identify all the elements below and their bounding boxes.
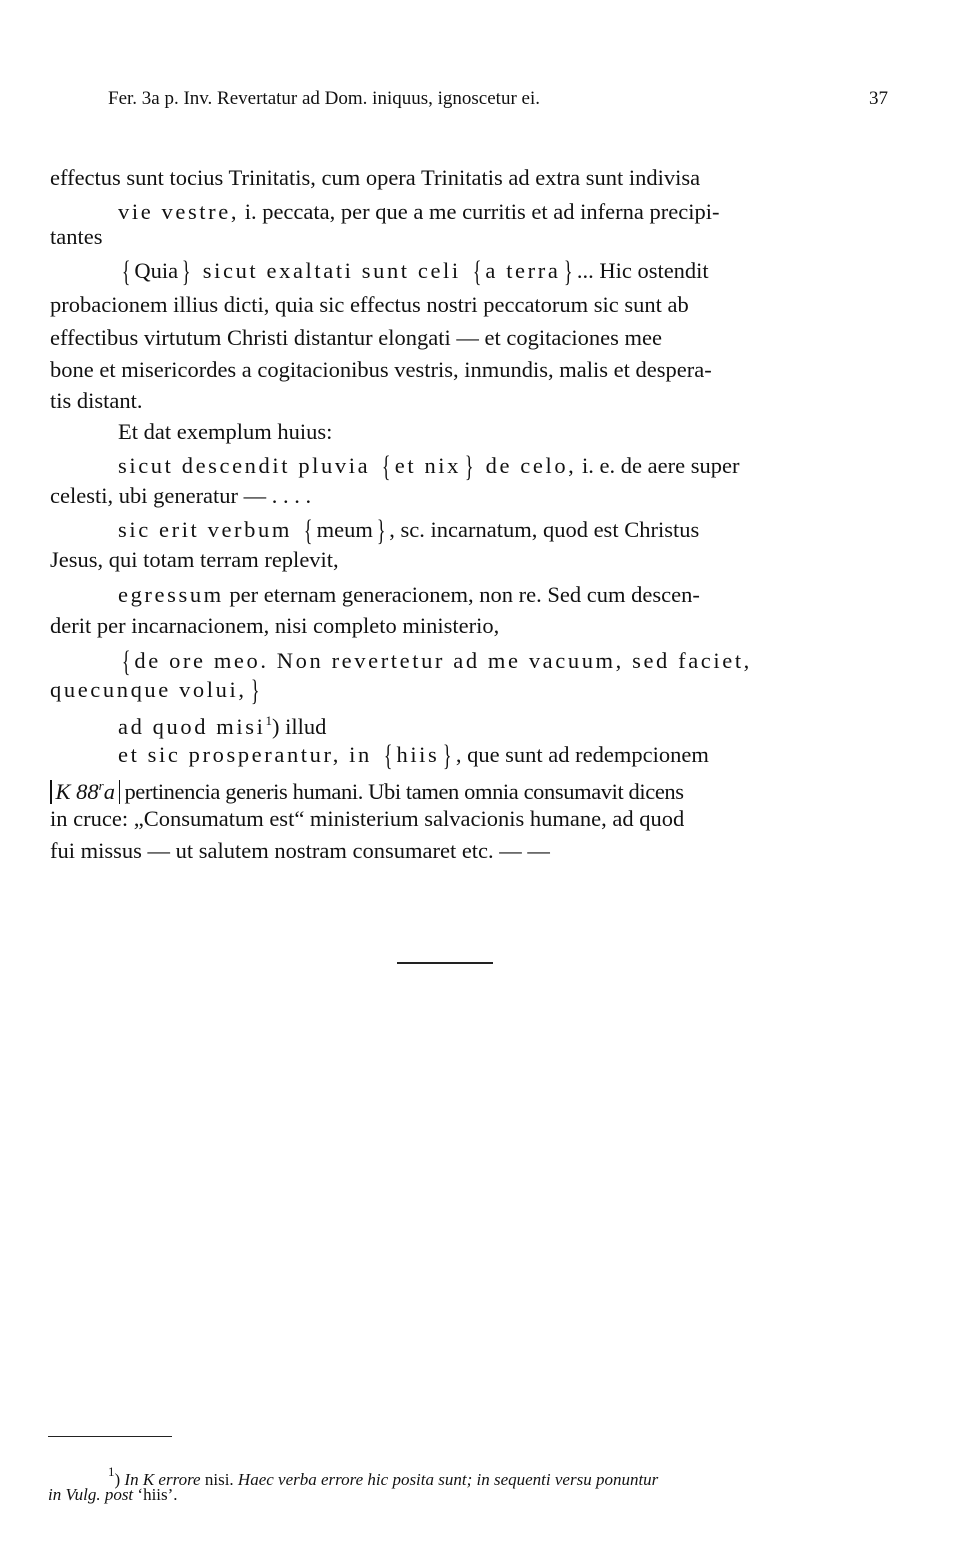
text-run: i. peccata, per que a me curritis et ad inferna precipi- (239, 199, 720, 224)
text-line (50, 325, 662, 351)
text-run: fui missus — ut salutem nostram consumaret etc. — — (50, 838, 550, 863)
page-header (108, 88, 888, 118)
spaced-text: vie vestre, (118, 199, 240, 224)
text-run: meum (316, 517, 373, 542)
brace-open-icon: { (121, 645, 131, 678)
text-line (118, 514, 700, 547)
text-run: Quia (134, 258, 179, 283)
text-line (46, 773, 684, 805)
text-run: tis distant. (50, 388, 143, 413)
text-line (50, 613, 499, 639)
text-line (50, 838, 550, 864)
text-line (50, 292, 689, 318)
footnote-text: In K errore (124, 1470, 201, 1489)
text-run: bone et misericordes a cogitacionibus vestris, inmundis, malis et despera- (50, 357, 712, 382)
margin-bar-icon (50, 780, 52, 804)
text-line (50, 806, 684, 832)
footnote-divider (48, 1436, 172, 1437)
footnote-ref[interactable]: 1 (265, 713, 272, 728)
text-run: — . . . . (238, 483, 312, 508)
text-run: ... Hic ostendit (576, 258, 709, 283)
text-line (118, 739, 709, 772)
text-line (50, 388, 143, 414)
footnote-text: in Vulg. post (48, 1485, 134, 1504)
text-run: Jesus, qui totam terram replevit, (50, 547, 339, 572)
text-run: i. e. de aere super (576, 453, 740, 478)
brace-close-icon: } (182, 255, 191, 288)
brace-open-icon: { (383, 739, 393, 772)
text-line (50, 483, 311, 509)
running-title: Fer. 3a p. Inv. Revertatur ad Dom. iniquus, ignoscetur ei. (108, 88, 540, 109)
spaced-text: ad quod misi (118, 714, 266, 739)
text-run: pertinencia generis humani. Ubi tamen omnia consumavit dicens (124, 779, 684, 804)
brace-close-icon: } (443, 739, 452, 772)
brace-open-icon: { (121, 255, 131, 288)
text-line (118, 450, 740, 483)
brace-close-icon: } (464, 450, 474, 483)
text-run: per eternam generacionem, non re. Sed cum descen- (223, 582, 700, 607)
brace-open-icon: { (472, 255, 482, 288)
text-line (118, 199, 719, 225)
brace-open-icon: { (304, 514, 313, 547)
spaced-text: sicut descendit pluvia (118, 453, 379, 478)
footnote-text: Haec verba errore hic posita sunt; in sequenti versu ponuntur (237, 1470, 659, 1489)
margin-bar-icon (119, 780, 121, 804)
spaced-text: egressum (118, 582, 224, 607)
footnote-text: nisi. (200, 1470, 238, 1489)
text-line (50, 674, 263, 707)
text-run: effectus sunt tocius Trinitatis, cum opera Trinitatis ad extra sunt indivisa (50, 165, 701, 190)
spaced-text: a terra (485, 258, 561, 283)
text-line (118, 645, 752, 678)
text-line (50, 357, 712, 383)
page-number: 37 (869, 88, 888, 109)
brace-close-icon: } (376, 514, 386, 547)
spaced-text: de ore meo. Non revertetur ad me vacuum, sed faciet, (134, 648, 752, 673)
brace-close-icon: } (564, 255, 573, 288)
text-run: ) illud (271, 714, 327, 739)
spaced-text: de celo, (477, 453, 577, 478)
text-run: probacionem illius dicti, quia sic effectus nostri peccatorum sic sunt ab (50, 292, 689, 317)
text-run: , sc. incarnatum, quod est Christus (389, 517, 700, 542)
text-run: , que sunt ad redempcionem (455, 742, 709, 767)
text-line (118, 708, 326, 740)
section-divider (397, 962, 493, 964)
text-line (118, 255, 709, 288)
footnote-text: ‘hiis’. (133, 1485, 178, 1504)
text-line (50, 165, 700, 191)
text-run: Et dat exemplum huius: (118, 419, 333, 444)
spaced-text: et nix (394, 453, 462, 478)
spaced-text: hiis (396, 742, 440, 767)
text-run: tantes (50, 224, 103, 249)
spaced-text: sic erit verbum (118, 517, 301, 542)
manuscript-ref: K 88 (55, 779, 99, 804)
brace-open-icon: { (382, 450, 391, 483)
text-line (50, 547, 339, 573)
text-run: effectibus virtutum Christi distantur elongati — et cogitaciones mee (50, 325, 662, 350)
footnote-continuation (48, 1485, 178, 1505)
text-run: in cruce: „Consumatum est“ ministerium salvacionis humane, ad quod (50, 806, 685, 831)
text-run: derit per incarnacionem, nisi completo ministerio, (50, 613, 500, 638)
footnote: $^1$) In K errore nisi. Haec verba errore hic posita sunt; in sequenti versu ponuntur (108, 1464, 659, 1489)
spaced-text: sicut exaltati sunt celi (194, 258, 469, 283)
text-run: celesti, ubi generatur (50, 483, 239, 508)
manuscript-ref: a (103, 779, 115, 804)
spaced-text: quecunque volui, (50, 677, 247, 702)
footnote-marker: 1 (108, 1464, 115, 1479)
brace-close-icon: } (250, 674, 260, 707)
text-line (118, 582, 700, 608)
spaced-text: et sic prosperantur, in (118, 742, 381, 767)
text-line (50, 224, 102, 250)
text-line (118, 419, 332, 445)
manuscript-ref-sup: r (98, 778, 104, 793)
